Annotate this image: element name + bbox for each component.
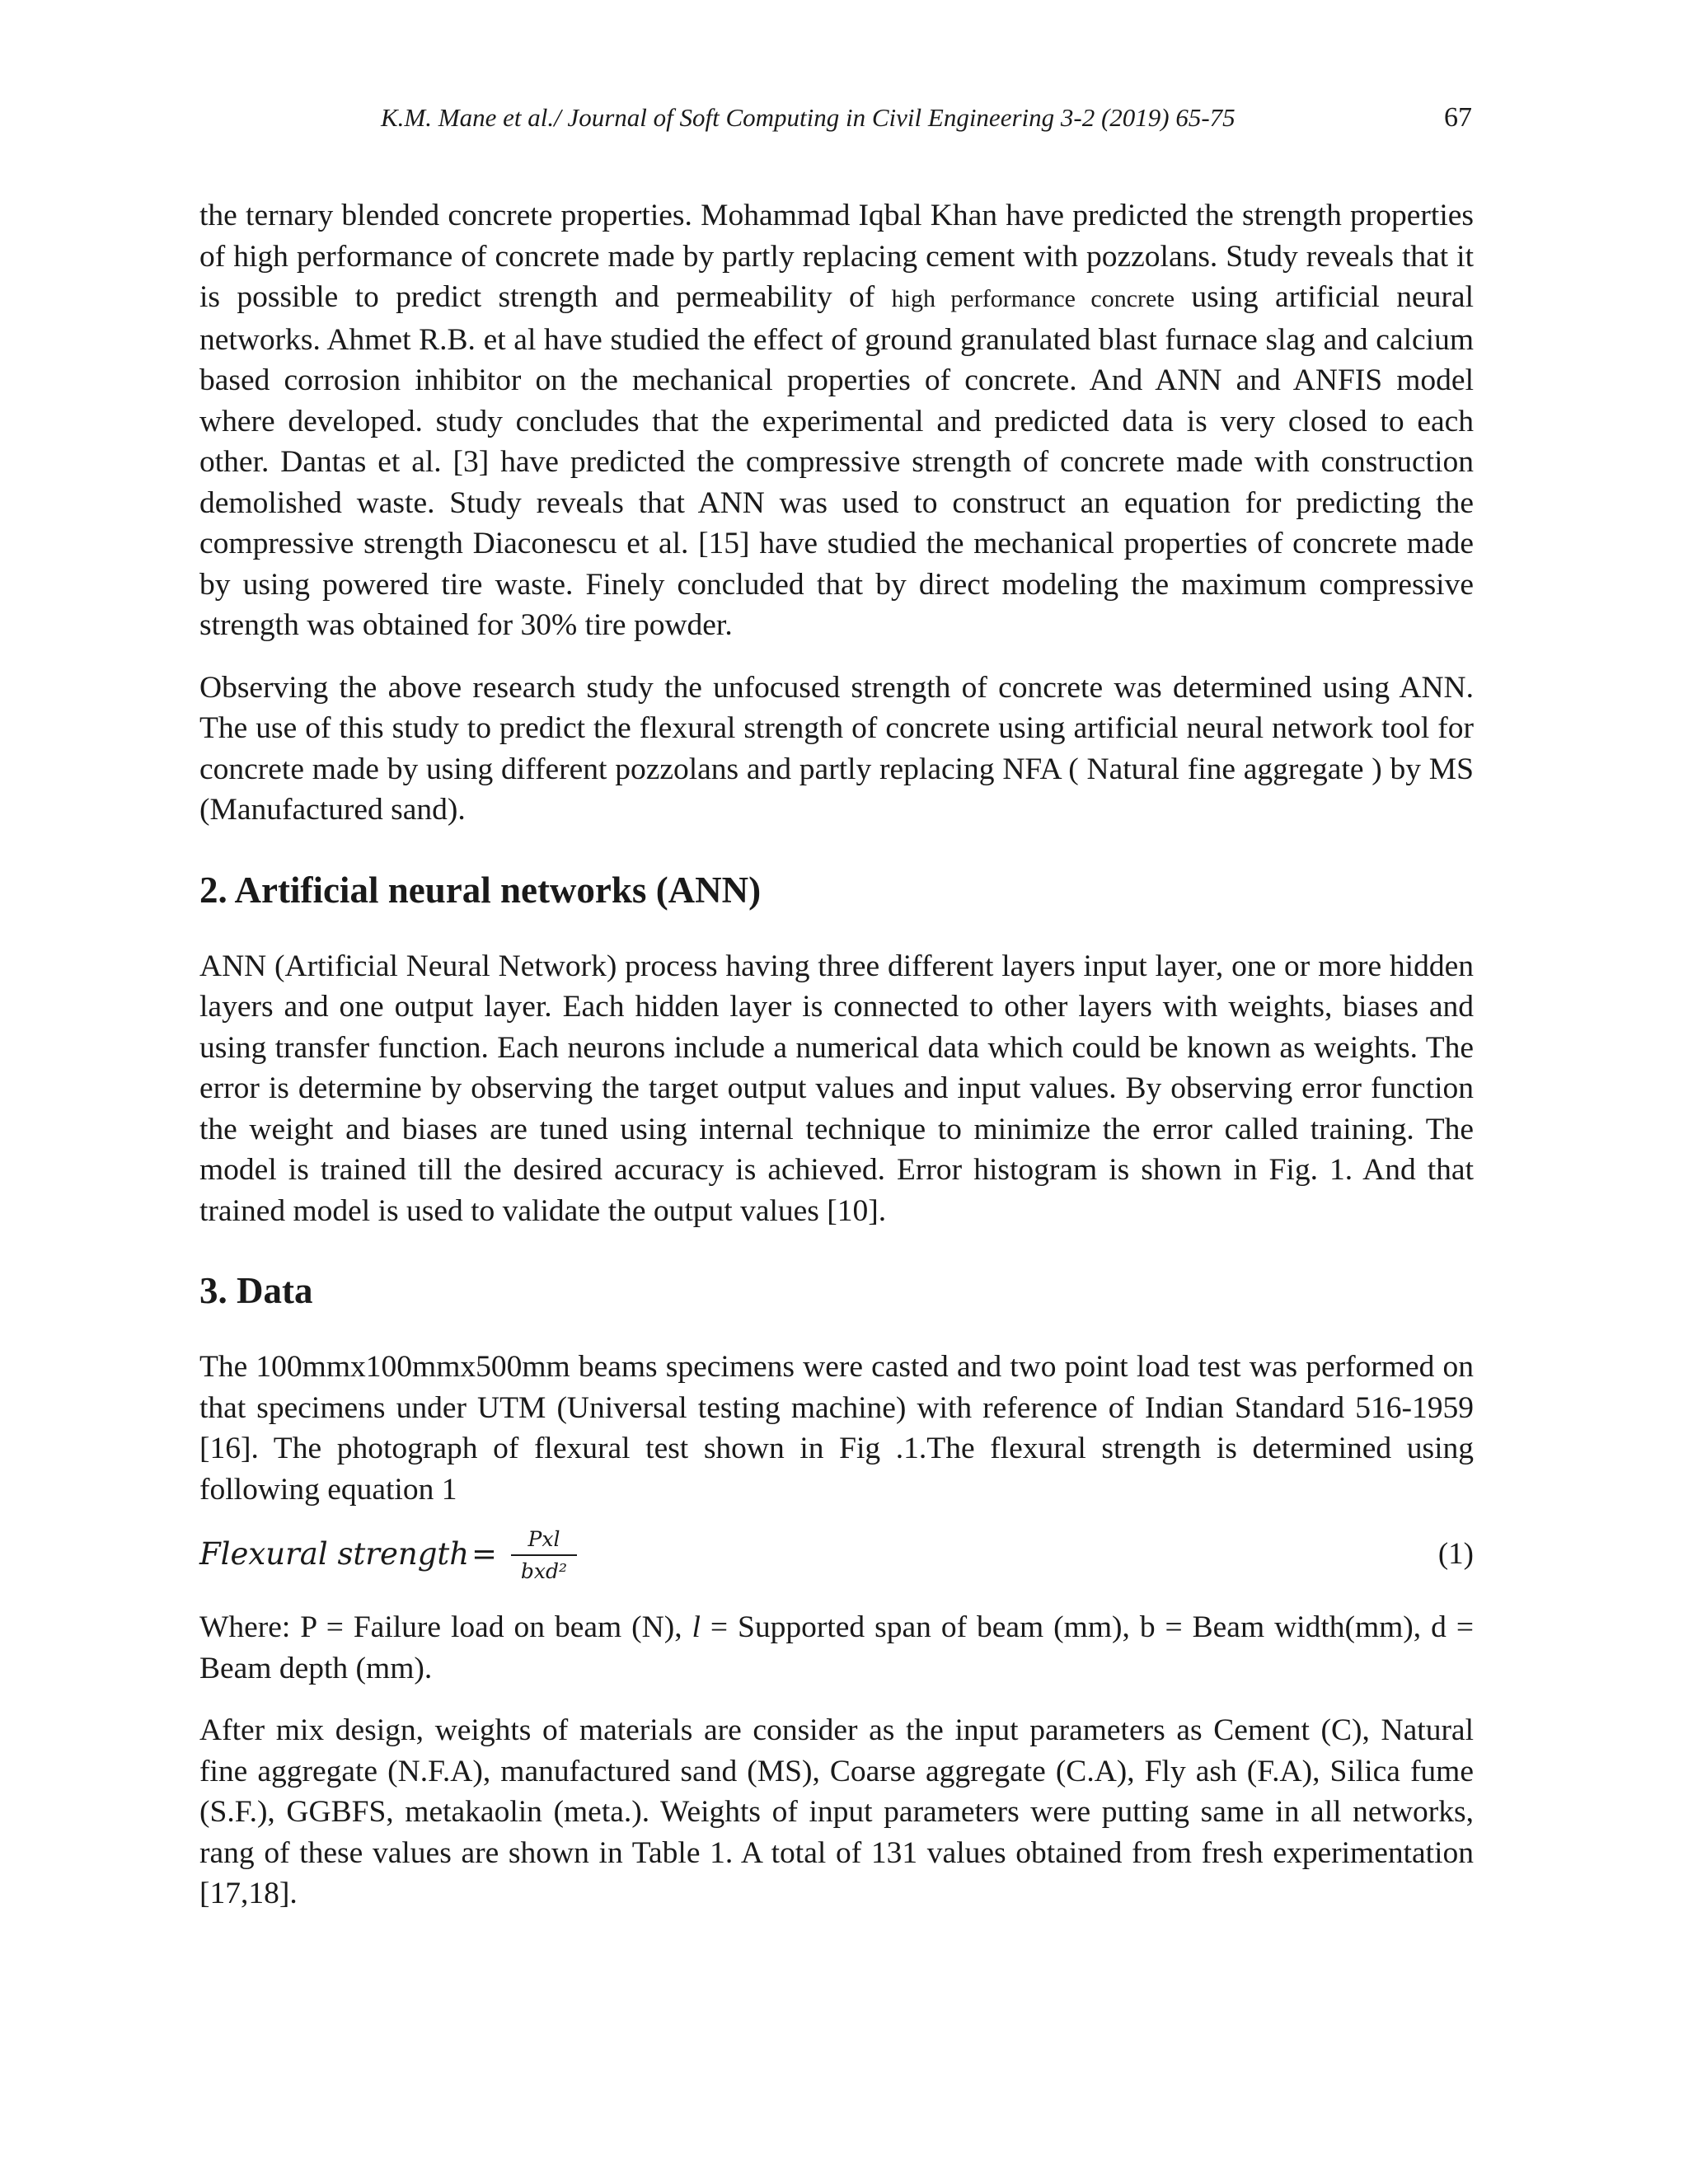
where-text: = Supported span of beam (mm), b = Beam width(mm), d = Beam depth (mm).	[199, 1610, 1474, 1685]
paragraph-text: using artificial neural networks. Ahmet R.B. et al have studied the effect of ground granulated blast furnace slag and calcium based corrosion inhibitor on the mechanical properties of concrete. And ANN and ANFIS model where developed. study concludes that the experimental and predicted data is very closed to each other. Dantas et al. [3] have predicted the compressive strength of concrete made with construction demolished waste. Study reveals that ANN was used to construct an equation for predicting the compressive strength Diaconescu et al. [15] have studied the mechanical properties of concrete made by using powered tire waste. Finely concluded that by direct modeling the maximum compressive strength was obtained for 30% tire powder.	[199, 280, 1474, 642]
equation-number: (1)	[1437, 1537, 1474, 1571]
page-content	[199, 195, 1474, 1915]
equation-fraction	[511, 1525, 577, 1587]
paragraph-data: The 100mmx100mmx500mm beams specimens were casted and two point load test was performed on that specimens under UTM (Universal testing machine) with reference of Indian Standard 516-1959 [16]. The photograph of flexural test shown in Fig .1.The flexural strength is determined using following equation 1	[199, 1350, 1474, 1507]
small-text-run: high performance concrete	[891, 285, 1175, 312]
section-heading-data: 3. Data	[199, 1270, 313, 1311]
where-text: Where: P = Failure load on beam (N),	[199, 1610, 692, 1644]
paragraph-intro-continued	[199, 195, 1474, 646]
where-symbol-l: l	[692, 1610, 701, 1644]
section-heading-ann: 2. Artificial neural networks (ANN)	[199, 869, 762, 911]
equation-equals: =	[471, 1536, 498, 1572]
paragraph-inputs: After mix design, weights of materials are consider as the input parameters as Cement (C), Natural fine aggregate (N.F.A), manufactured sand (MS), Coarse aggregate (C.A), Fly ash (F.A), Silica fume (S.F.), GGBFS, metakaolin (meta.). Weights of input parameters were putting same in all networks, rang of these values are shown in Table 1. A total of 131 values obtained from fresh experimentation [17,18].	[199, 1713, 1474, 1910]
page-number: 67	[1444, 102, 1472, 133]
journal-citation: K.M. Mane et al./ Journal of Soft Computing in Civil Engineering 3-2 (2019) 65-75	[381, 103, 1236, 132]
equation-lhs: Flexural strength	[199, 1536, 470, 1572]
paragraph-text: the ternary blended concrete properties. Mohammad Iqbal Khan have predicted the strength properties of high performance of concrete made by partly replacing cement with pozzolans. Study reveals that it is possible to predict strength and permeability of	[199, 199, 1474, 314]
paragraph-ann: ANN (Artificial Neural Network) process having three different layers input layer, one or more hidden layers and one output layer. Each hidden layer is connected to other layers with weights, biases and using transfer function. Each neurons include a numerical data which could be known as weights. The error is determine by observing the target output values and input values. By observing error function the weight and biases are tuned using internal technique to minimize the error called training. The model is trained till the desired accuracy is achieved. Error histogram is shown in Fig. 1. And that trained model is used to validate the output values [10].	[199, 949, 1474, 1228]
running-header	[0, 97, 1688, 138]
paragraph-motivation: Observing the above research study the unfocused strength of concrete was determined using ANN. The use of this study to predict the flexural strength of concrete using artificial neural network tool for concrete made by using different pozzolans and partly replacing NFA ( Natural fine aggregate ) by MS (Manufactured sand).	[199, 670, 1474, 827]
fraction-numerator: Pxl	[528, 1527, 560, 1551]
paragraph-where	[199, 1607, 1474, 1689]
fraction-denominator: bxd²	[520, 1559, 568, 1583]
equation-flexural-strength	[199, 1525, 1474, 1596]
